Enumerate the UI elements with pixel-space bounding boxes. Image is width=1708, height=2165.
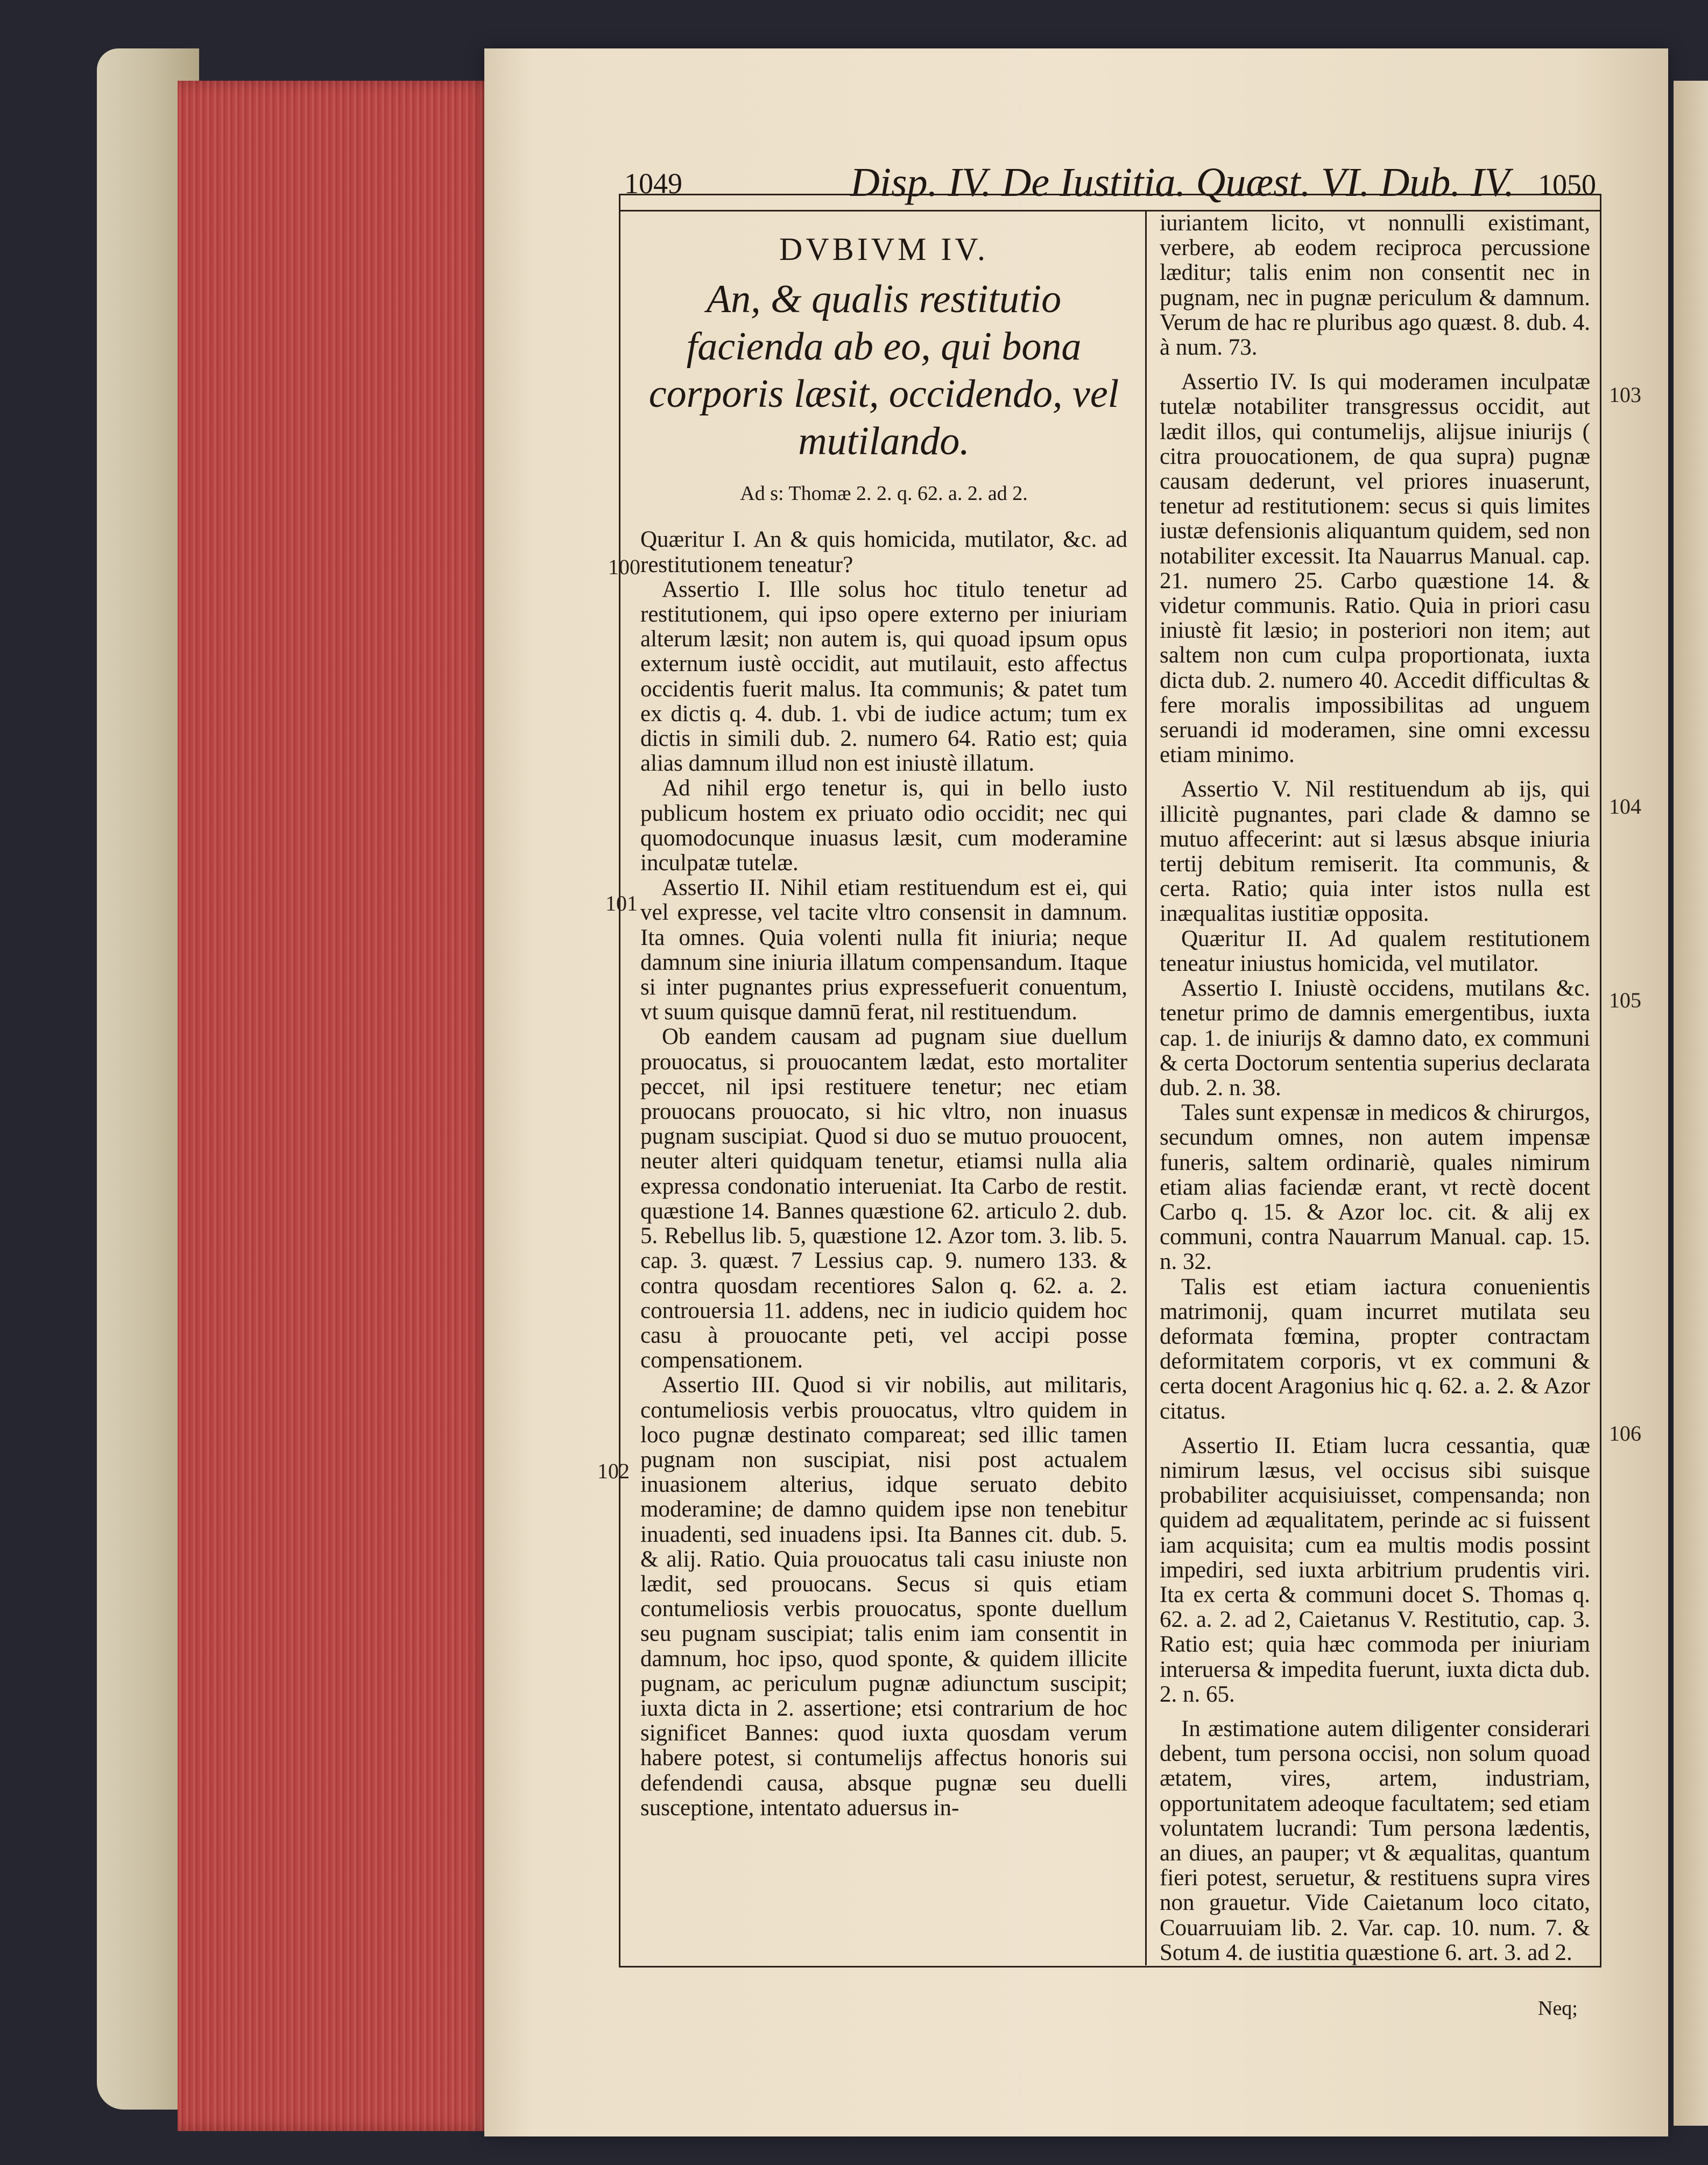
paragraph: Quæritur I. An & quis homicida, mutilator, &c. ad restitutionem teneatur? — [640, 527, 1127, 577]
margin-number: 100 — [608, 555, 640, 579]
left-column — [640, 221, 1127, 1821]
paragraph: Assertio I. Ille solus hoc titulo tenetur ad restitutionem, qui ipso opere externo per iniuriam alterum læsit; non autem is, qui quoad ipsum opus externum iustè occidit, aut mutilauit, esto affectus occidentis fuerit malus. Ita communis; & patet tum ex dictis q. 4. dub. 1. vbi de iudice actum; tum ex dictis in simili dub. 2. numero 64. Ratio est; quia alias damnum illud non est iniustè illatum. — [640, 576, 1127, 777]
margin-number: 105 — [1609, 988, 1641, 1012]
paragraph: Assertio II. Nihil etiam restituendum est ei, qui vel expresse, vel tacite vltro consensit in damnum. Ita omnes. Quia volenti nulla fit iniuria; neque damnum sine iniuria illatum compensandum. Itaque si inter pugnantes prius expressefuerit conuentum, vt suum quisque damnū ferat, nil restituendum. — [640, 875, 1127, 1025]
paragraph: Quæritur II. Ad qualem restitutionem teneatur iniustus homicida, vel mutilator. — [1160, 926, 1590, 976]
page-number-right: 1050 — [1538, 168, 1596, 201]
catchword: Neq; — [1538, 1997, 1578, 2020]
margin-number: 103 — [1609, 383, 1641, 407]
dubium-title: DVBIVM IV. — [779, 231, 989, 267]
paragraph: Assertio I. Iniustè occidens, mutilans &c. tenetur primo de damnis emergentibus, iuxta cap. 1. de iniurijs & damno dato, ex communi & certa Doctorum sententia superius declarata dub. 2. n. 38. — [1160, 976, 1590, 1101]
column-rule — [1145, 211, 1147, 1965]
paragraph: Ob eandem causam ad pugnam siue duellum prouocatus, si prouocantem lædat, esto mortaliter peccet, nil ipsi restituere tenetur; nec etiam prouocans prouocato, si hic vltro, non inuasus pugnam suscipiat. Quod si duo se mutuo prouocent, neuter alteri quidquam tenetur, etiamsi nulla alia expressa condonatio interueniat. Ita Carbo de restit. quæstione 14. Bannes quæstione 62. articulo 2. dub. 5. Rebellus lib. 5, quæstione 12. Azor tom. 3. lib. 5. cap. 3. quæst. 7 Lessius cap. 9. numero 133. & contra quosdam recentiores Salon q. 62. a. 2. controuersia 11. addens, nec in iudicio quidem hoc casu à prouocante peti, vel accipi posse compensationem. — [640, 1024, 1127, 1373]
paragraph: Talis est etiam iactura conuenientis matrimonij, quam incurret mutilata seu deformata fœmina, propter contractam deformitatem corporis, vt ex communi & certa docent Aragonius hic q. 62. a. 2. & Azor citatus. — [1160, 1274, 1590, 1424]
paragraph: iuriantem licito, vt nonnulli existimant, verbere, ab eodem reciproca percussione læditur; talis enim non consentit nec in pugnam, nec in pugnæ periculum & damnum. Verum de hac re pluribus ago quæst. 8. dub. 4. à num. 73. — [1160, 210, 1590, 361]
paragraph: Tales sunt expensæ in medicos & chirurgos, secundum omnes, non autem impensæ funeris, saltem ordinariè, quales nimirum etiam alias faciendæ erant, vt rectè docent Carbo q. 15. & Azor loc. cit. & alij ex communi, contra Nauarrum Manual. cap. 15. n. 32. — [1160, 1100, 1590, 1275]
paragraph: Assertio III. Quod si vir nobilis, aut militaris, contumeliosis verbis prouocatus, vltro quidem in loco pugnæ destinato compareat; sed illic tamen pugnam non suscipiat, nisi post actualem inuasionem alterius, idque seruato debito moderamine; de damno quidem ipse non tenebitur inuadenti, sed inuadens ipsi. Ita Bannes cit. dub. 5. & alij. Ratio. Quia prouocatus tali casu iniuste non lædit, sed prouocans. Secus si quis etiam contumeliosis verbis prouocatus, sponte duellum seu pugnam suscipiat; talis enim iam consentit in damnum, hoc ipso, quod sponte, & quidem illicite pugnam, ac periculum pugnæ adiunctum suscipit; iuxta dicta in 2. assertione; etsi contrarium de hoc significet Bannes: quod iuxta quosdam verum habere potest, si contumelijs affectus honoris sui defendendi causa, absque pugnæ seu duelli susceptione, intentato aduersus in- — [640, 1372, 1127, 1821]
running-title: Disp. IV. De Iustitia. Quæst. VI. Dub. IV. — [850, 160, 1515, 205]
margin-number: 102 — [597, 1459, 630, 1483]
margin-number: 104 — [1609, 794, 1641, 819]
facing-page-edge — [1674, 81, 1708, 2126]
paragraph: Assertio V. Nil restituendum ab ijs, qui illicitè pugnantes, pari clade & damno se mutuo affecerint: aut si læsus absque iniuria tertij debitum remiserit. Ita communis, & certa. Ratio; quia inter istos nulla est inæqualitas iustitiæ opposita. — [1160, 777, 1590, 927]
dubium-reference: Ad s: Thomæ 2. 2. q. 62. a. 2. ad 2. — [740, 482, 1028, 505]
right-column — [1160, 211, 1590, 1965]
margin-number: 106 — [1609, 1421, 1641, 1445]
red-page-edges — [178, 81, 500, 2131]
paragraph: Ad nihil ergo tenetur is, qui in bello iusto publicum hostem ex priuato odio occidit; nec qui quomodocunque inuasus læsit, cum moderamine inculpatæ tutelæ. — [640, 775, 1127, 876]
paragraph: In æstimatione autem diligenter considerari debent, tum persona occisi, non solum quoad ætatem, vires, artem, industriam, opportunitatem adeoque facultatem; sed etiam voluntatem lucrandi: Tum persona lædentis, an diues, an pauper; vt & æqualitas, quantum fieri potest, seruetur, & restituens supra vires non grauetur. Vide Caietanum loco citato, Couarruuiam lib. 2. Var. cap. 10. num. 7. & Sotum 4. de iustitia quæstione 6. art. 3. ad 2. — [1160, 1716, 1590, 1965]
margin-number: 101 — [605, 891, 638, 915]
dubium-question: An, & qualis restitutio facienda ab eo, qui bona corporis læsit, occidendo, vel mutilando. — [648, 277, 1119, 464]
paragraph: Assertio II. Etiam lucra cessantia, quæ nimirum læsus, vel occisus sibi suisque probabiliter acquisiuisset, compensanda; non quidem ad æqualitatem, perinde ac si fuissent iam acquisita; cum ea multis modis possint impediri, sed iuxta arbitrium prudentis viri. Ita ex certa & communi docet S. Thomas q. 62. a. 2. ad 2, Caietanus V. Restitutio, cap. 3. Ratio est; quia hæc commoda per iniuriam interuersa & impedita fuerunt, iuxta dicta dub. 2. n. 65. — [1160, 1433, 1590, 1707]
page-number-left: 1049 — [624, 167, 682, 200]
paragraph: Assertio IV. Is qui moderamen inculpatæ tutelæ notabiliter transgressus occidit, aut lædit illos, qui contumelijs, alijsue iniurijs ( citra prouocationem, de qua supra) pugnæ causam dederunt, vel priores inuaserunt, tenetur ad restitutionem: secus si quis limites iustæ defensionis aliquantum quidem, sed non notabiliter excessit. Ita Nauarrus Manual. cap. 21. numero 25. Carbo quæstione 14. & videtur communis. Ratio. Quia in priori casu iniustè fit læsio; in posteriori non item; aut saltem non cum culpa proportionata, iuxta dicta dub. 2. numero 40. Accedit difficultas & fere moralis impossibilitas ad unguem seruandi id moderamen, sine omni excessu etiam minimo. — [1160, 369, 1590, 768]
